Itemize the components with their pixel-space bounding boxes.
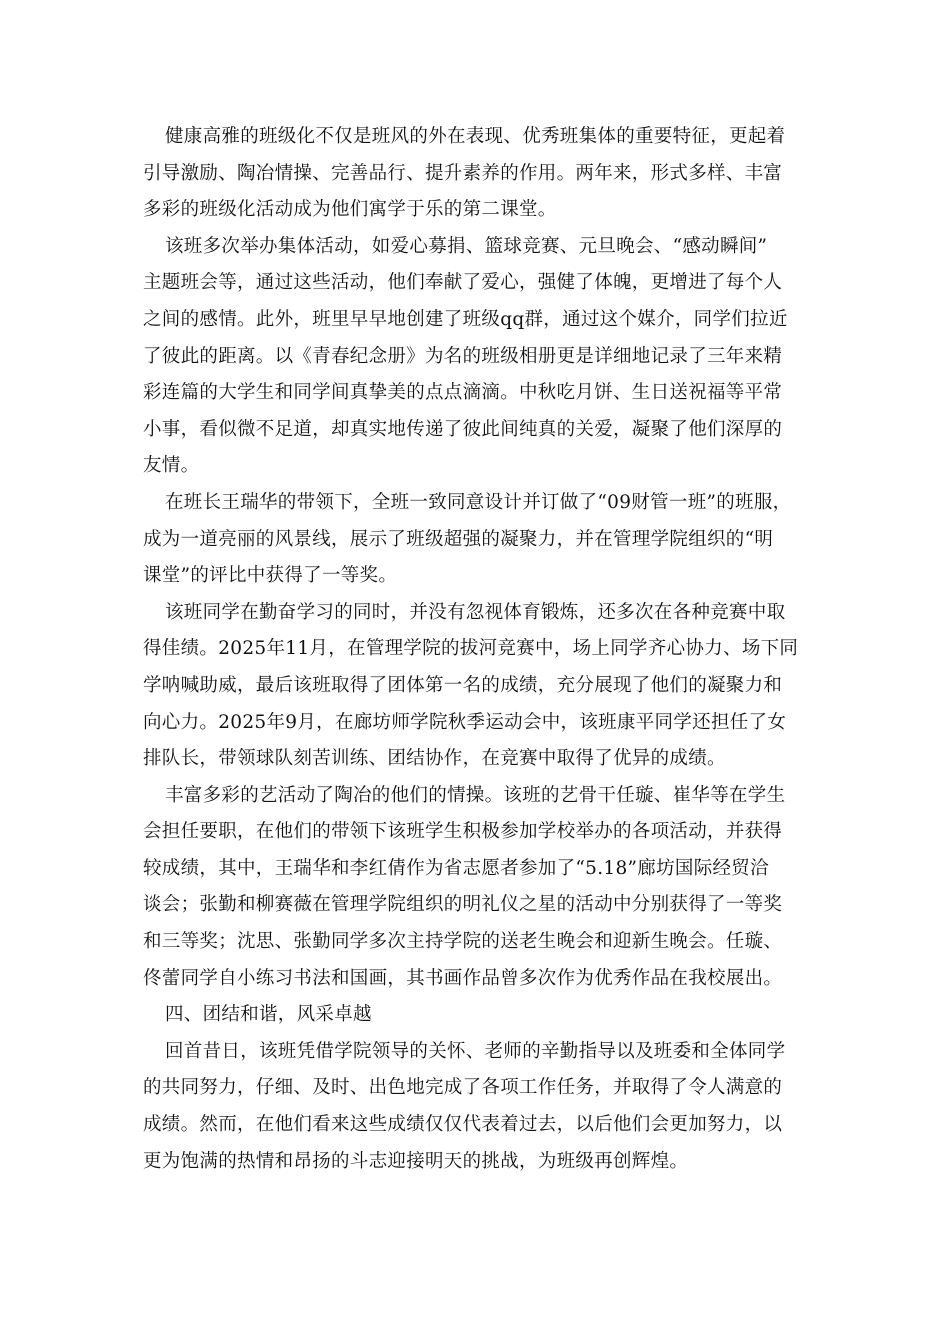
paragraph-conclusion: 回首昔日，该班凭借学院领导的关怀、老师的辛勤指导以及班委和全体同学 的共同努力，仔细、及时、出色地完成了各项工作任务，并取得了令人满意的 成绩。然而，在他们看来这些成绩仅仅代表着过去，以后他们会更加努力，以 更为饱满的热情和昂扬的斗志迎接明天的挑战，为班级再创辉煌。	[143, 1040, 786, 1172]
paragraph-class-uniform: 在班长王瑞华的带领下，全班一致同意设计并订做了“09财管一班”的班服， 成为一道亮丽的风景线，展示了班级超强的凝聚力，并在管理学院组织的“明 课堂”的评比中获得了一等奖。	[143, 491, 792, 587]
paragraph-arts-activities: 丰富多彩的艺活动了陶冶的他们的情操。该班的艺骨干任璇、崔华等在学生 会担任要职，在他们的带领下该班学生积极参加学校举办的各项活动，并获得 较成绩，其中，王瑞华和李红倩作为省志愿者参加了“5.18”廊坊国际经贸洽 谈会；张勤和柳赛薇在管理学院组织的明礼仪之星的活动中分别获得了一等奖 和三等奖；沈思、张勤同学多次主持学院的送老生晚会和迎新生晚会。任璇、 佟蕾同学自小练习书法和国画，其书画作品曾多次作为优秀作品在我校展出。	[143, 784, 786, 989]
paragraph-sports-achievements: 该班同学在勤奋学习的同时，并没有忽视体育锻炼，还多次在各种竞赛中取 得佳绩。2025年11月，在管理学院的拔河竞赛中，场上同学齐心协力、场下同 学呐喊助威，最后该班取得了团体第一名的成绩，充分展现了他们的凝聚力和 向心力。2025年9月，在廊坊师学院秋季运动会中，该班康平同学还担任了女 排队长，带领球队刻苦训练、团结协作，在竞赛中取得了优异的成绩。	[143, 601, 799, 770]
section-heading-unity-harmony: 四、团结和谐，风采卓越	[165, 1004, 372, 1026]
paragraph-collective-activities: 该班多次举办集体活动，如爱心募捐、篮球竞赛、元旦晚会、“感动瞬间” 主题班会等，通过这些活动，他们奉献了爱心，强健了体魄，更增进了每个人 之间的感情。此外，班里早早地创建了班级qq群，通过这个媒介，同学们拉近 了彼此的距离。以《青春纪念册》为名的班级相册更是详细地记录了三年来精 彩连篇的大学生和同学间真挚美的点点滴滴。中秋吃月饼、生日送祝福等平常 小事，看似微不足道，却真实地传递了彼此间纯真的关爱，凝聚了他们深厚的 友情。	[143, 235, 788, 477]
document-body	[143, 119, 813, 1180]
paragraph-class-culture-intro: 健康高雅的班级化不仅是班风的外在表现、优秀班集体的重要特征，更起着 引导激励、陶冶情操、完善品行、提升素养的作用。两年来，形式多样、丰富 多彩的班级化活动成为他们寓学于乐的第二课堂。	[143, 126, 786, 221]
